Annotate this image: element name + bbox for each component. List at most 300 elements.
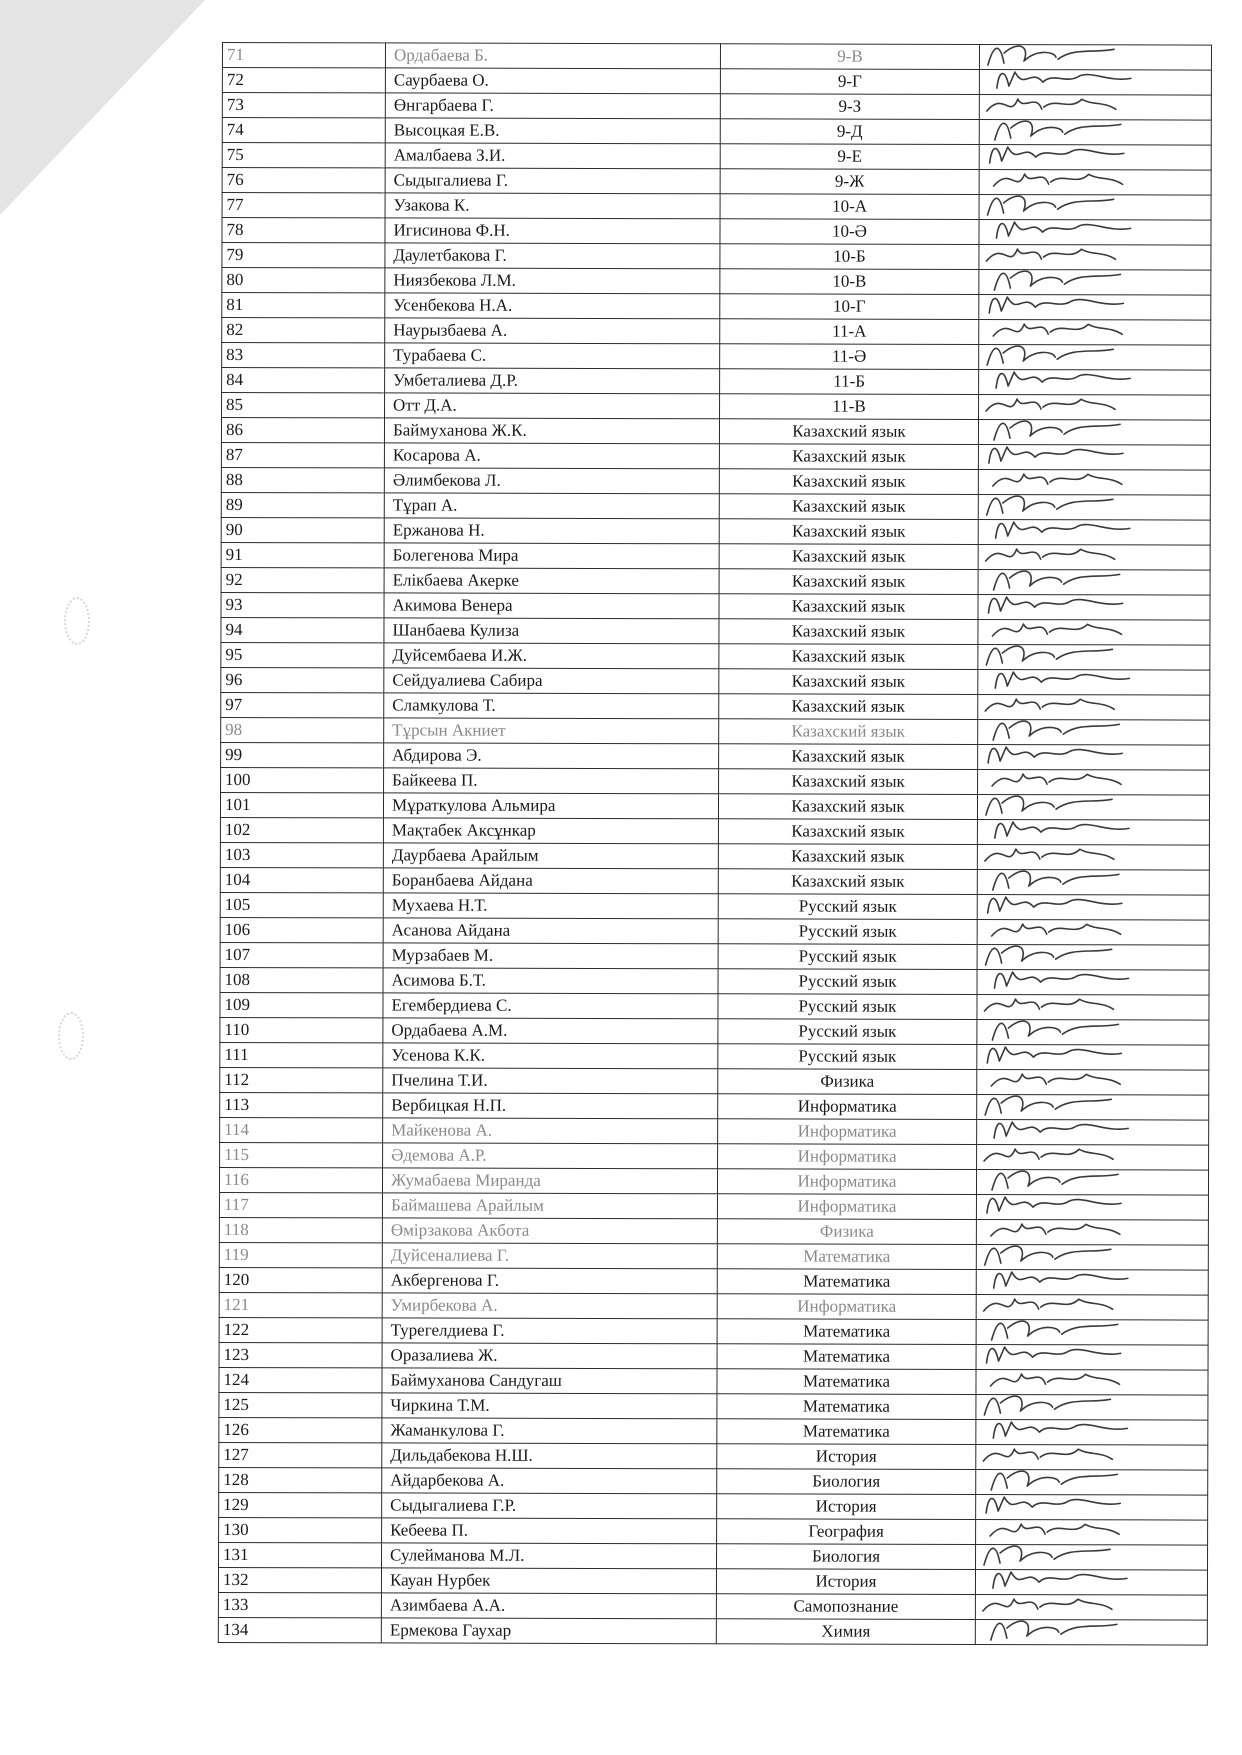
teacher-name: Абдирова Э.: [384, 743, 719, 769]
signature-cell: [976, 1519, 1208, 1545]
table-row: [221, 542, 1210, 570]
table-row: [221, 442, 1210, 470]
row-number: 82: [222, 318, 385, 343]
signature-cell: [975, 1594, 1207, 1620]
table-row: [222, 218, 1211, 246]
signature-cell: [977, 819, 1209, 845]
table-body: [218, 43, 1211, 1646]
class-or-subject: Математика: [717, 1244, 976, 1270]
handwritten-signature: [982, 644, 1132, 670]
row-number: 134: [218, 1617, 381, 1642]
row-number: 121: [219, 1292, 382, 1317]
signature-cell: [976, 1294, 1208, 1320]
handwritten-signature: [989, 719, 1139, 745]
signature-cell: [978, 419, 1210, 445]
teacher-name: Турегелдиева Г.: [382, 1318, 717, 1344]
signature-cell: [976, 1444, 1208, 1470]
table-row: [219, 1467, 1208, 1495]
signature-cell: [975, 1619, 1207, 1645]
signature-cell: [977, 894, 1209, 920]
class-or-subject: 10-В: [720, 269, 979, 295]
row-number: 128: [219, 1467, 382, 1492]
table-row: [222, 168, 1211, 196]
handwritten-signature: [989, 819, 1139, 845]
handwritten-signature: [987, 1419, 1137, 1445]
handwritten-signature: [989, 869, 1139, 895]
row-number: 113: [220, 1092, 383, 1117]
class-or-subject: 10-А: [720, 194, 979, 220]
table-row: [219, 1317, 1208, 1345]
row-number: 130: [219, 1517, 382, 1542]
class-or-subject: Казахский язык: [718, 819, 977, 845]
row-number: 122: [219, 1317, 382, 1342]
class-or-subject: Казахский язык: [719, 469, 978, 495]
row-number: 74: [222, 118, 385, 143]
signature-cell: [977, 1019, 1209, 1045]
handwritten-signature: [980, 1394, 1130, 1420]
class-or-subject: Русский язык: [718, 944, 977, 970]
table-row: [219, 1492, 1208, 1520]
teacher-name: Жаманкулова Г.: [382, 1418, 717, 1444]
teacher-name: Өмірзакова Акбота: [382, 1218, 717, 1244]
table-row: [220, 917, 1209, 945]
class-or-subject: Информатика: [718, 1144, 977, 1170]
row-number: 117: [219, 1192, 382, 1217]
teacher-name: Кауан Нурбек: [381, 1568, 716, 1594]
teacher-name: Саурбаева О.: [385, 68, 720, 94]
handwritten-signature: [990, 519, 1140, 545]
row-number: 120: [219, 1267, 382, 1292]
class-or-subject: Математика: [717, 1394, 976, 1420]
signature-cell: [977, 1144, 1209, 1170]
handwritten-signature: [984, 144, 1134, 170]
teacher-name: Даулетбакова Г.: [385, 243, 720, 269]
handwritten-signature: [982, 794, 1132, 820]
row-number: 129: [219, 1492, 382, 1517]
class-or-subject: География: [717, 1519, 976, 1545]
teacher-name: Узакова К.: [385, 193, 720, 219]
signature-cell: [978, 644, 1210, 670]
signature-cell: [979, 194, 1211, 220]
teacher-name: Тұрап А.: [384, 493, 719, 519]
row-number: 100: [221, 767, 384, 792]
handwritten-signature: [980, 1544, 1130, 1570]
signature-cell: [979, 94, 1211, 120]
handwritten-signature: [989, 669, 1139, 695]
signature-cell: [976, 1269, 1208, 1295]
teacher-name: Высоцкая Е.В.: [385, 118, 720, 144]
handwritten-signature: [981, 1244, 1131, 1270]
handwritten-signature: [990, 269, 1140, 295]
signature-cell: [979, 244, 1211, 270]
row-number: 124: [219, 1367, 382, 1392]
teacher-name: Пчелина Т.И.: [383, 1068, 718, 1094]
teacher-name: Дуйсеналиева Г.: [382, 1243, 717, 1269]
handwritten-signature: [991, 119, 1141, 145]
signature-cell: [977, 1119, 1209, 1145]
class-or-subject: Физика: [717, 1219, 976, 1245]
class-or-subject: Казахский язык: [719, 694, 978, 720]
signature-cell: [977, 1044, 1209, 1070]
teacher-name: Умбеталиева Д.Р.: [385, 368, 720, 394]
signature-cell: [978, 769, 1210, 795]
class-or-subject: Химия: [716, 1619, 975, 1645]
handwritten-signature: [984, 44, 1134, 70]
table-row: [221, 717, 1210, 745]
handwritten-signature: [981, 1144, 1131, 1170]
teacher-name: Косарова А.: [384, 443, 719, 469]
signature-cell: [979, 144, 1211, 170]
handwritten-signature: [989, 769, 1139, 795]
handwritten-signature: [982, 844, 1132, 870]
class-or-subject: 9-Ж: [720, 169, 979, 195]
table-row: [220, 1067, 1209, 1095]
row-number: 84: [222, 368, 385, 393]
class-or-subject: Информатика: [717, 1294, 976, 1320]
table-row: [219, 1167, 1208, 1195]
class-or-subject: 10-Г: [720, 294, 979, 320]
table-row: [219, 1417, 1208, 1445]
table-row: [221, 617, 1210, 645]
folded-page-corner: [0, 0, 205, 215]
handwritten-signature: [988, 969, 1138, 995]
class-or-subject: Информатика: [718, 1094, 977, 1120]
class-or-subject: 9-В: [720, 44, 979, 70]
handwritten-signature: [987, 1469, 1137, 1495]
class-or-subject: Русский язык: [718, 894, 977, 920]
row-number: 86: [221, 418, 384, 443]
table-row: [219, 1367, 1208, 1395]
row-number: 111: [220, 1042, 383, 1067]
table-row: [220, 942, 1209, 970]
row-number: 72: [222, 68, 385, 93]
signature-cell: [976, 1544, 1208, 1570]
signature-cell: [976, 1194, 1208, 1220]
signature-cell: [977, 919, 1209, 945]
class-or-subject: Русский язык: [718, 1019, 977, 1045]
class-or-subject: Казахский язык: [719, 669, 978, 695]
table-row: [219, 1442, 1208, 1470]
class-or-subject: Казахский язык: [719, 644, 978, 670]
teacher-name: Кебеева П.: [382, 1518, 717, 1544]
teacher-name: Айдарбекова А.: [382, 1468, 717, 1494]
table-row: [220, 867, 1209, 895]
row-number: 93: [221, 592, 384, 617]
paper-smudge: [64, 597, 90, 645]
handwritten-signature: [983, 344, 1133, 370]
teacher-name: Жумабаева Миранда: [382, 1168, 717, 1194]
table-row: [221, 692, 1210, 720]
row-number: 92: [221, 567, 384, 592]
signature-cell: [978, 569, 1210, 595]
teacher-name: Ордабаева Б.: [385, 43, 720, 69]
row-number: 75: [222, 143, 385, 168]
signature-cell: [977, 869, 1209, 895]
teacher-name: Әлимбекова Л.: [384, 468, 719, 494]
row-number: 73: [222, 93, 385, 118]
table-row: [218, 1592, 1207, 1620]
table-row: [221, 467, 1210, 495]
table-row: [222, 118, 1211, 146]
handwritten-signature: [991, 69, 1141, 95]
teacher-name: Турабаева С.: [385, 343, 720, 369]
handwritten-signature: [983, 294, 1133, 320]
handwritten-signature: [987, 1519, 1137, 1545]
handwritten-signature: [989, 919, 1139, 945]
teacher-name: Болегенова Мира: [384, 543, 719, 569]
row-number: 85: [222, 393, 385, 418]
row-number: 112: [220, 1067, 383, 1092]
row-number: 95: [221, 642, 384, 667]
handwritten-signature: [982, 744, 1132, 770]
row-number: 88: [221, 467, 384, 492]
row-number: 127: [219, 1442, 382, 1467]
table-row: [222, 368, 1211, 396]
table-row: [221, 642, 1210, 670]
class-or-subject: 9-З: [720, 94, 979, 120]
handwritten-signature: [988, 1219, 1138, 1245]
class-or-subject: Казахский язык: [718, 794, 977, 820]
handwritten-signature: [990, 369, 1140, 395]
row-number: 80: [222, 268, 385, 293]
signature-cell: [978, 544, 1210, 570]
handwritten-signature: [981, 1344, 1131, 1370]
class-or-subject: Математика: [717, 1344, 976, 1370]
signature-cell: [976, 1494, 1208, 1520]
teacher-name: Чиркина Т.М.: [382, 1393, 717, 1419]
class-or-subject: 11-Ә: [720, 344, 979, 370]
teacher-name: Дуйсембаева И.Ж.: [384, 643, 719, 669]
class-or-subject: Самопознание: [716, 1594, 975, 1620]
handwritten-signature: [980, 1494, 1130, 1520]
row-number: 114: [220, 1117, 383, 1142]
handwritten-signature: [981, 1294, 1131, 1320]
row-number: 79: [222, 243, 385, 268]
signature-cell: [977, 794, 1209, 820]
signature-cell: [976, 1219, 1208, 1245]
teacher-name: Мухаева Н.Т.: [383, 893, 718, 919]
signature-cell: [979, 269, 1211, 295]
signature-cell: [977, 844, 1209, 870]
table-row: [220, 792, 1209, 820]
teacher-name: Усенбекова Н.А.: [385, 293, 720, 319]
teacher-name: Мұраткулова Альмира: [383, 793, 718, 819]
handwritten-signature: [981, 1094, 1131, 1120]
table-row: [222, 318, 1211, 346]
row-number: 132: [218, 1567, 381, 1592]
table-row: [222, 293, 1211, 321]
table-row: [222, 343, 1211, 371]
class-or-subject: Русский язык: [718, 994, 977, 1020]
row-number: 101: [220, 792, 383, 817]
signature-cell: [976, 1169, 1208, 1195]
row-number: 97: [221, 692, 384, 717]
row-number: 99: [221, 742, 384, 767]
table-row: [222, 243, 1211, 271]
teacher-name: Сейдуалиева Сабира: [384, 668, 719, 694]
class-or-subject: Казахский язык: [719, 769, 978, 795]
table-row: [219, 1517, 1208, 1545]
class-or-subject: 9-Д: [720, 119, 979, 145]
handwritten-signature: [988, 1269, 1138, 1295]
handwritten-signature: [990, 219, 1140, 245]
table-row: [221, 567, 1210, 595]
signature-cell: [979, 219, 1211, 245]
class-or-subject: Русский язык: [718, 919, 977, 945]
row-number: 78: [222, 218, 385, 243]
handwritten-signature: [980, 1594, 1130, 1620]
teacher-name: Шанбаева Кулиза: [384, 618, 719, 644]
class-or-subject: Русский язык: [718, 969, 977, 995]
table-row: [221, 517, 1210, 545]
row-number: 98: [221, 717, 384, 742]
class-or-subject: Казахский язык: [719, 544, 978, 570]
teacher-name: Баймуханова Ж.К.: [384, 418, 719, 444]
class-or-subject: История: [716, 1569, 975, 1595]
handwritten-signature: [984, 194, 1134, 220]
table-row: [219, 1267, 1208, 1295]
class-or-subject: Казахский язык: [719, 444, 978, 470]
teacher-name: Умирбекова А.: [382, 1293, 717, 1319]
row-number: 116: [219, 1167, 382, 1192]
class-or-subject: История: [717, 1494, 976, 1520]
teacher-name: Баймашева Арайлым: [382, 1193, 717, 1219]
signature-cell: [978, 619, 1210, 645]
teacher-name: Сыдыгалиева Г.Р.: [382, 1493, 717, 1519]
teacher-name: Акбергенова Г.: [382, 1268, 717, 1294]
handwritten-signature: [983, 544, 1133, 570]
row-number: 110: [220, 1017, 383, 1042]
class-or-subject: Казахский язык: [719, 419, 978, 445]
row-number: 133: [218, 1592, 381, 1617]
signature-cell: [978, 744, 1210, 770]
row-number: 104: [220, 867, 383, 892]
table-row: [219, 1217, 1208, 1245]
class-or-subject: 10-Ә: [720, 219, 979, 245]
teacher-name: Ниязбекова Л.М.: [385, 268, 720, 294]
row-number: 106: [220, 917, 383, 942]
handwritten-signature: [982, 944, 1132, 970]
class-or-subject: Математика: [717, 1269, 976, 1295]
teacher-name: Акимова Венера: [384, 593, 719, 619]
row-number: 94: [221, 617, 384, 642]
table-row: [220, 842, 1209, 870]
table-row: [220, 967, 1209, 995]
teacher-name: Сыдыгалиева Г.: [385, 168, 720, 194]
signature-cell: [976, 1419, 1208, 1445]
teacher-name: Усенова К.К.: [383, 1043, 718, 1069]
row-number: 103: [220, 842, 383, 867]
class-or-subject: 11-Б: [720, 369, 979, 395]
handwritten-signature: [984, 94, 1134, 120]
row-number: 91: [221, 542, 384, 567]
signature-cell: [977, 1094, 1209, 1120]
table-row: [219, 1342, 1208, 1370]
signature-cell: [978, 494, 1210, 520]
table-row: [220, 1017, 1209, 1045]
teacher-name: Мурзабаев М.: [383, 943, 718, 969]
table-row: [221, 667, 1210, 695]
teacher-name: Байкеева П.: [384, 768, 719, 794]
handwritten-signature: [981, 1194, 1131, 1220]
row-number: 77: [222, 193, 385, 218]
handwritten-signature: [988, 1069, 1138, 1095]
row-number: 125: [219, 1392, 382, 1417]
table-row: [220, 1142, 1209, 1170]
class-or-subject: 10-Б: [720, 244, 979, 270]
class-or-subject: 9-Е: [720, 144, 979, 170]
teacher-name: Даурбаева Арайлым: [383, 843, 718, 869]
table-row: [222, 43, 1211, 71]
handwritten-signature: [987, 1619, 1137, 1645]
table-row: [220, 1042, 1209, 1070]
signature-cell: [976, 1369, 1208, 1395]
class-or-subject: 11-В: [720, 394, 979, 420]
teacher-name: Азимбаева А.А.: [381, 1593, 716, 1619]
row-number: 109: [220, 992, 383, 1017]
handwritten-signature: [988, 1119, 1138, 1145]
signature-cell: [979, 369, 1211, 395]
class-or-subject: Казахский язык: [719, 744, 978, 770]
signature-cell: [977, 944, 1209, 970]
handwritten-signature: [982, 894, 1132, 920]
table-row: [219, 1542, 1208, 1570]
row-number: 87: [221, 442, 384, 467]
signature-cell: [979, 169, 1211, 195]
signature-cell: [978, 444, 1210, 470]
handwritten-signature: [990, 419, 1140, 445]
table-row: [222, 143, 1211, 171]
signature-cell: [979, 119, 1211, 145]
row-number: 108: [220, 967, 383, 992]
table-row: [219, 1242, 1208, 1270]
signature-cell: [977, 994, 1209, 1020]
teacher-name: Асимова Б.Т.: [383, 968, 718, 994]
signature-cell: [978, 519, 1210, 545]
table-row: [222, 93, 1211, 121]
class-or-subject: 9-Г: [720, 69, 979, 95]
handwritten-signature: [983, 244, 1133, 270]
class-or-subject: Казахский язык: [718, 869, 977, 895]
class-or-subject: Информатика: [718, 1119, 977, 1145]
class-or-subject: Казахский язык: [719, 619, 978, 645]
teacher-name: Елікбаева Акерке: [384, 568, 719, 594]
row-number: 89: [221, 492, 384, 517]
table-row: [220, 1117, 1209, 1145]
teacher-name: Отт Д.А.: [385, 393, 720, 419]
handwritten-signature: [981, 994, 1131, 1020]
class-or-subject: Биология: [717, 1544, 976, 1570]
paper-smudge: [58, 1012, 84, 1060]
row-number: 126: [219, 1417, 382, 1442]
table-row: [220, 817, 1209, 845]
signature-list-table: [218, 42, 1212, 1646]
handwritten-signature: [988, 1319, 1138, 1345]
table-row: [222, 268, 1211, 296]
table-row: [219, 1292, 1208, 1320]
teacher-name: Амалбаева З.И.: [385, 143, 720, 169]
handwritten-signature: [991, 169, 1141, 195]
table-row: [220, 1092, 1209, 1120]
handwritten-signature: [983, 494, 1133, 520]
table-row: [221, 418, 1210, 446]
signature-cell: [975, 1569, 1207, 1595]
teacher-name: Өнгарбаева Г.: [385, 93, 720, 119]
teacher-name: Вербицкая Н.П.: [383, 1093, 718, 1119]
class-or-subject: Информатика: [717, 1194, 976, 1220]
handwritten-signature: [987, 1569, 1137, 1595]
table-row: [218, 1567, 1207, 1595]
